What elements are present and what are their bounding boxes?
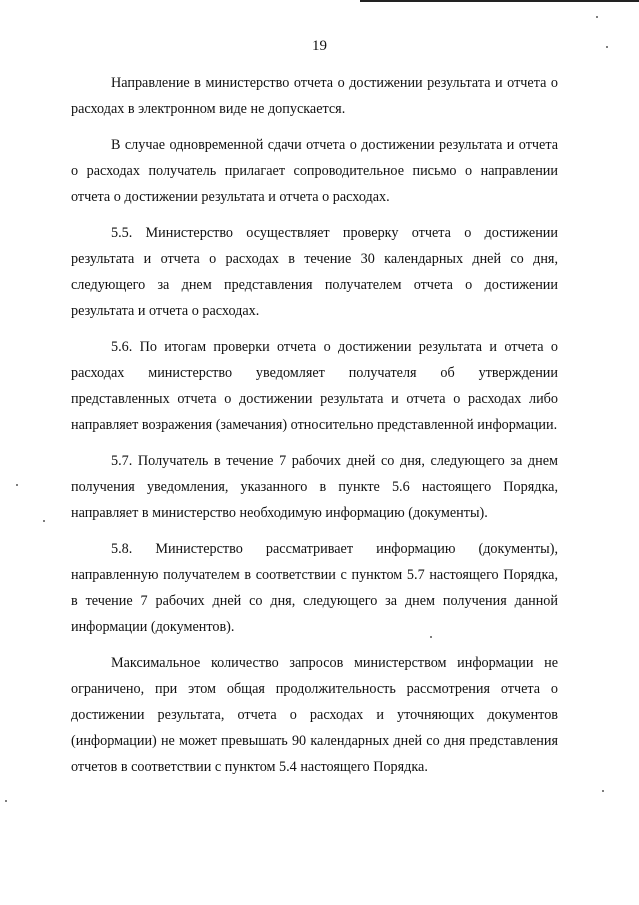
paragraph-5-6: 5.6. По итогам проверки отчета о достижении результата и отчета о расходах министерство уведомляет получателя об утверждении представленных отчета о достижении результата и отчета о расходах либо направляет возражения (замечания) относительно представленной информации. [71,339,558,433]
document-body [71,70,558,790]
page-number: 19 [312,38,327,54]
scan-speck [43,520,45,522]
scan-speck [16,484,18,486]
paragraph-5-8: 5.8. Министерство рассматривает информацию (документы), направленную получателем в соответствии с пунктом 5.7 настоящего Порядка, в течение 7 рабочих дней со дня, следующего за днем получения данной информации (документов). [71,541,558,635]
scan-speck [602,790,604,792]
paragraph-electronic-submission: Направление в министерство отчета о достижении результата и отчета о расходах в электронном виде не допускается. [71,75,558,117]
scan-speck [596,16,598,18]
paragraph-5-5: 5.5. Министерство осуществляет проверку отчета о достижении результата и отчета о расходах в течение 30 календарных дней со дня, следующего за днем представления получателем отчета о достижении результата и отчета о расходах. [71,225,558,319]
top-edge-rule [360,0,639,2]
scan-speck [5,800,7,802]
paragraph-max-requests: Максимальное количество запросов министерством информации не ограничено, при этом общая продолжительность рассмотрения отчета о достижении результата, отчета о расходах и уточняющих документов (информации) не может превышать 90 календарных дней со дня представления отчетов в соответствии с пунктом 5.4 настоящего Порядка. [71,655,558,775]
paragraph-simultaneous-submission: В случае одновременной сдачи отчета о достижении результата и отчета о расходах получатель прилагает сопроводительное письмо о направлении отчета о достижении результата и отчета о расходах. [71,137,558,205]
paragraph-5-7: 5.7. Получатель в течение 7 рабочих дней со дня, следующего за днем получения уведомления, указанного в пункте 5.6 настоящего Порядка, направляет в министерство необходимую информацию (документы). [71,453,558,521]
